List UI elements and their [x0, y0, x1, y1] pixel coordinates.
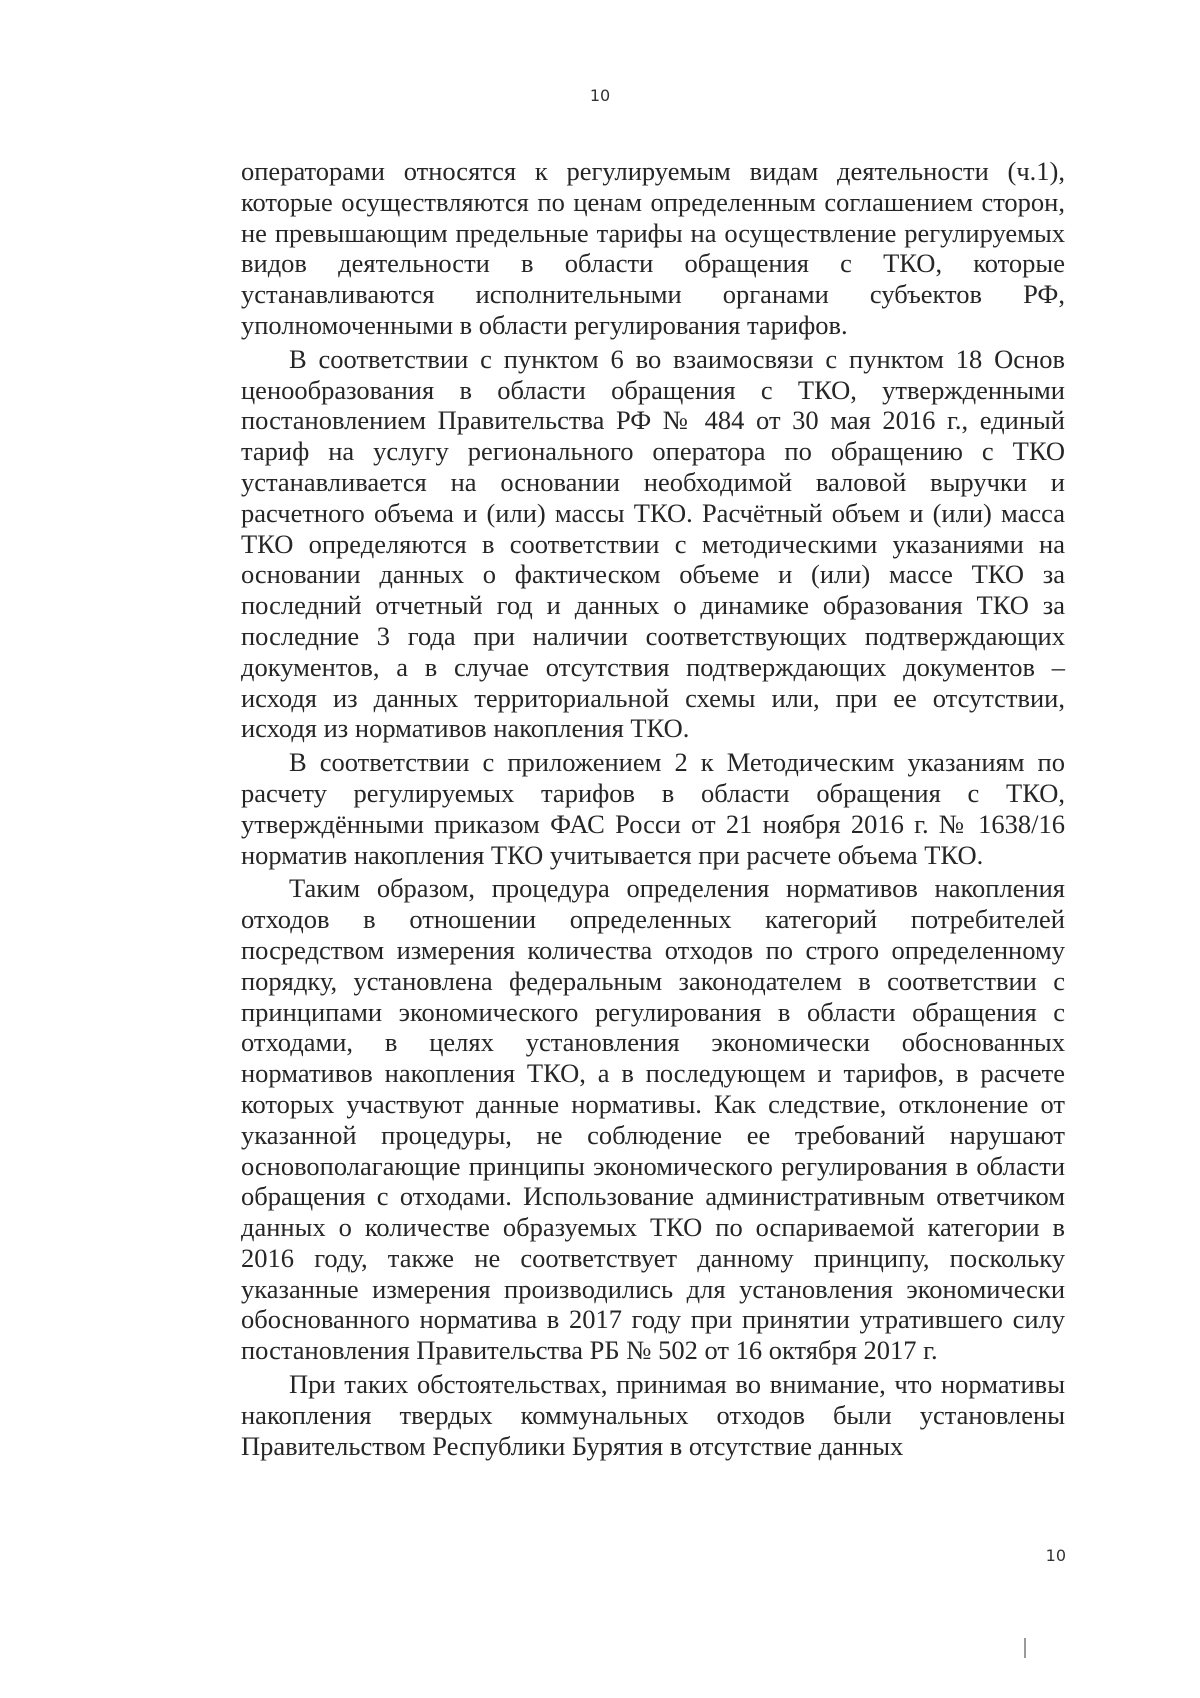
paragraph-conclusion: Таким образом, процедура определения нормативов накопления отходов в отношении определенных категорий потребителей посредством измерения количества отходов по строго определенному порядку, установлена федеральным законодателем в соответствии с принципами экономического регулирования в области обращения с отходами, в целях установления экономически обоснованных нормативов накопления ТКО, а в последующем и тарифов, в расчете которых участвуют данные нормативы. Как следствие, отклонение от указанной процедуры, не соблюдение ее требований нарушают основополагающие принципы экономического регулирования в области обращения с отходами. Использование административным ответчиком данных о количестве образуемых ТКО по оспариваемой категории в 2016 году, также не соответствует данному принципу, поскольку указанные измерения производились для установления экономически обоснованного норматива в 2017 году при принятии утратившего силу постановления Правительства РБ № 502 от 16 октября 2017 г.	[241, 873, 1065, 1366]
paragraph-tariff-basis: В соответствии с пунктом 6 во взаимосвязи с пунктом 18 Основ ценообразования в области обращения с ТКО, утвержденными постановлением Правительства РФ № 484 от 30 мая 2016 г., единый тариф на услугу регионального оператора по обращению с ТКО устанавливается на основании необходимой валовой выручки и расчетного объема и (или) массы ТКО. Расчётный объем и (или) масса ТКО определяются в соответствии с методическими указаниями на основании данных о фактическом объеме и (или) массе ТКО за последний отчетный год и данных о динамике образования ТКО за последние 3 года при наличии соответствующих подтверждающих документов, а в случае отсутствия подтверждающих документов – исходя из данных территориальной схемы или, при ее отсутствии, исходя из нормативов накопления ТКО.	[241, 343, 1065, 744]
paragraph-continuation: операторами относятся к регулируемым видам деятельности (ч.1), которые осуществляются по ценам определенным соглашением сторон, не превышающим предельные тарифы на осуществление регулируемых видов деятельности в области обращения с ТКО, которые устанавливаются исполнительными органами субъектов РФ, уполномоченными в области регулирования тарифов.	[241, 156, 1065, 340]
paragraph-methodical-guidelines: В соответствии с приложением 2 к Методическим указаниям по расчету регулируемых тарифов в области обращения с ТКО, утверждёнными приказом ФАС Росси от 21 ноября 2016 г. № 1638/16 норматив накопления ТКО учитывается при расчете объема ТКО.	[241, 747, 1065, 870]
page-number-bottom: 10	[1045, 1546, 1066, 1565]
scan-artifact-mark	[1024, 1638, 1026, 1658]
document-body	[241, 156, 1065, 1461]
paragraph-circumstances: При таких обстоятельствах, принимая во внимание, что нормативы накопления твердых коммунальных отходов были установлены Правительством Республики Бурятия в отсутствие данных	[241, 1369, 1065, 1461]
page-number-top: 10	[589, 86, 611, 105]
